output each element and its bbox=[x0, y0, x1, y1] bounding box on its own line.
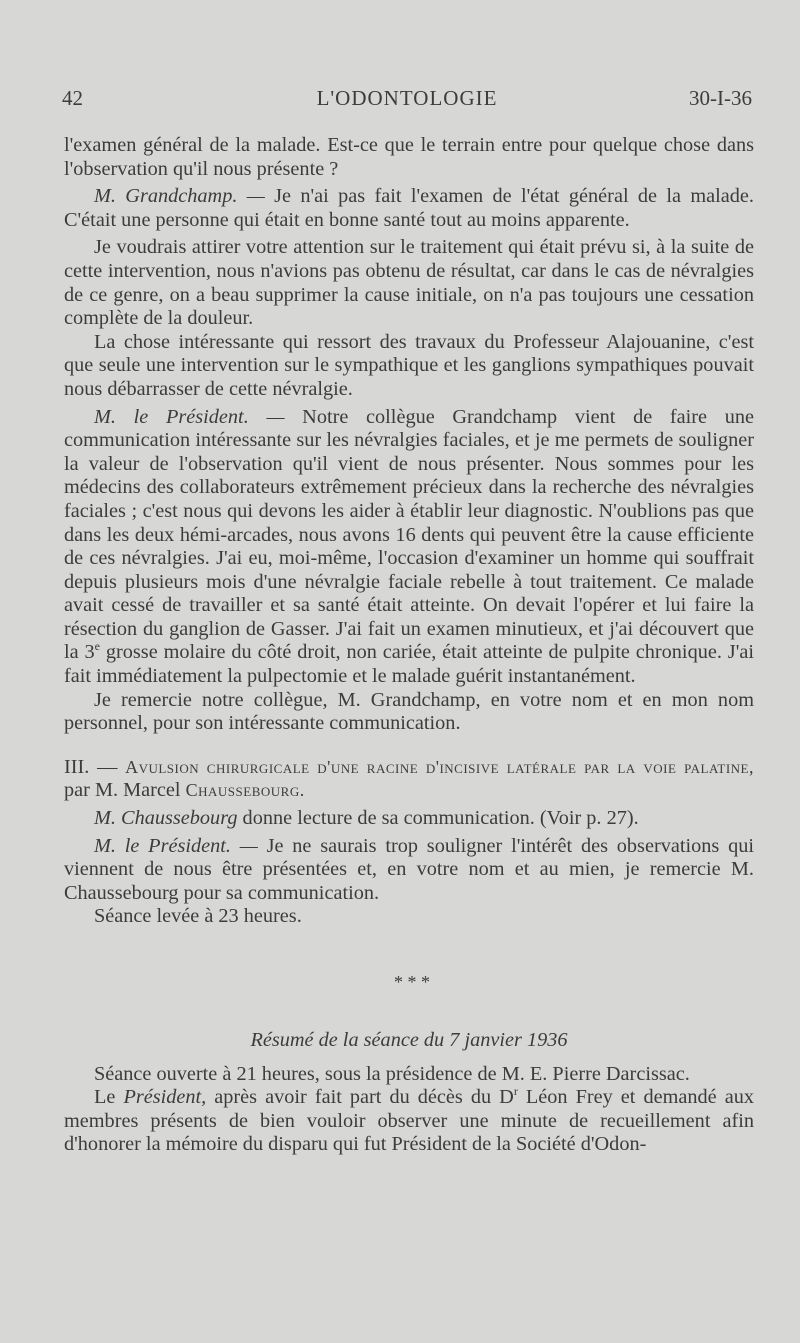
speaker-name: M. le Président. — bbox=[94, 834, 267, 857]
paragraph: La chose intéressante qui ressort des travaux du Professeur Alajouanine, c'est que seule une intervention sur le sympathique et les ganglions sympathiques pouvait nous débarrasser de cette névralgie. bbox=[64, 330, 754, 400]
author-name: Chaussebourg. bbox=[185, 780, 305, 801]
paragraph: Séance ouverte à 21 heures, sous la présidence de M. E. Pierre Darcissac. bbox=[94, 1062, 690, 1085]
running-title: L'ODONTOLOGIE bbox=[316, 86, 498, 110]
paragraph: Je remercie notre collègue, M. Grandchamp, en votre nom et en mon nom personnel, pour son intéressante communication. bbox=[64, 688, 754, 735]
section-title: Avulsion chirurgicale d'une racine d'incisive latérale par la voie palatine, bbox=[125, 756, 754, 777]
resume-title: Résumé de la séance du 7 janvier 1936 bbox=[250, 1029, 568, 1051]
paragraph: M. Chaussebourg donne lecture de sa communication. (Voir p. 27). bbox=[94, 807, 639, 830]
paragraph: l'examen général de la malade. Est-ce que le terrain entre pour quelque chose dans l'observation qu'il nous présente ? bbox=[64, 134, 754, 180]
paragraph: Séance levée à 23 heures. bbox=[94, 905, 302, 928]
issue-date: 30-I-36 bbox=[689, 86, 752, 110]
page-number: 42 bbox=[62, 86, 83, 110]
speaker-name: M. le Président. — bbox=[94, 405, 303, 428]
body-text bbox=[64, 134, 754, 1157]
speaker-name: M. Chaussebourg bbox=[94, 807, 238, 830]
separator-stars: * * * bbox=[394, 972, 430, 992]
paragraph: M. le Président. — Notre collègue Grandchamp vient de faire une communication intéressante sur les névralgies faciales, et je me permets de souligner la valeur de l'observation qu'il vient de nous présenter. Nous sommes pour les médecins des collaborateurs extrêmement précieux dans la recherche des névralgies faciales ; c'est nous qui devons les aider à établir leur diagnostic. N'oublions pas que dans les deux hémi-arcades, nous avons 16 dents qui peuvent être la cause efficiente de ces névralgies. J'ai eu, moi-même, l'occasion d'examiner un homme qui souffrait depuis plusieurs mois d'une névralgie faciale rebelle à tout traitement. Ce malade avait cessé de travailler et sa santé était atteinte. On devait l'opérer et lui faire la résection du ganglion de Gasser. J'ai fait un examen minutieux, et j'ai découvert que la 3e grosse molaire du côté droit, non cariée, était atteinte de pulpite chronique. J'ai fait immédiatement la pulpectomie et le malade guérit instantanément. bbox=[64, 405, 755, 688]
section-heading: III. — Avulsion chirurgicale d'une racine d'incisive latérale par la voie palatine, par M. Marcel Chaussebourg. bbox=[64, 755, 754, 802]
paragraph: M. Grandchamp. — Je n'ai pas fait l'examen de l'état général de la malade. C'était une personne qui était en bonne santé tout au moins apparente. bbox=[64, 185, 754, 231]
section-separator bbox=[64, 949, 754, 1009]
speaker-name: M. Grandchamp. — bbox=[94, 185, 275, 208]
paragraph: Je voudrais attirer votre attention sur le traitement qui était prévu si, à la suite de cette intervention, nous n'avions pas obtenu de résultat, car dans le cas de névralgies de ce genre, on a beau supprimer la cause initiale, on n'a pas toujours une cessation complète de la douleur. bbox=[64, 236, 754, 330]
paragraph: M. le Président. — Je ne saurais trop souligner l'intérêt des observations qui viennent de nous être présentées et, en votre nom et au mien, je remercie M. Chaussebourg pour sa communication. bbox=[64, 834, 754, 904]
running-header bbox=[62, 86, 752, 118]
paragraph: Le Président, après avoir fait part du décès du $D^r$ Léon Frey et demandé aux membres présents de bien vouloir observer une minute de recueillement afin d'honorer la mémoire du disparu qui fut Président de la Société d'Odon- bbox=[64, 1084, 754, 1156]
